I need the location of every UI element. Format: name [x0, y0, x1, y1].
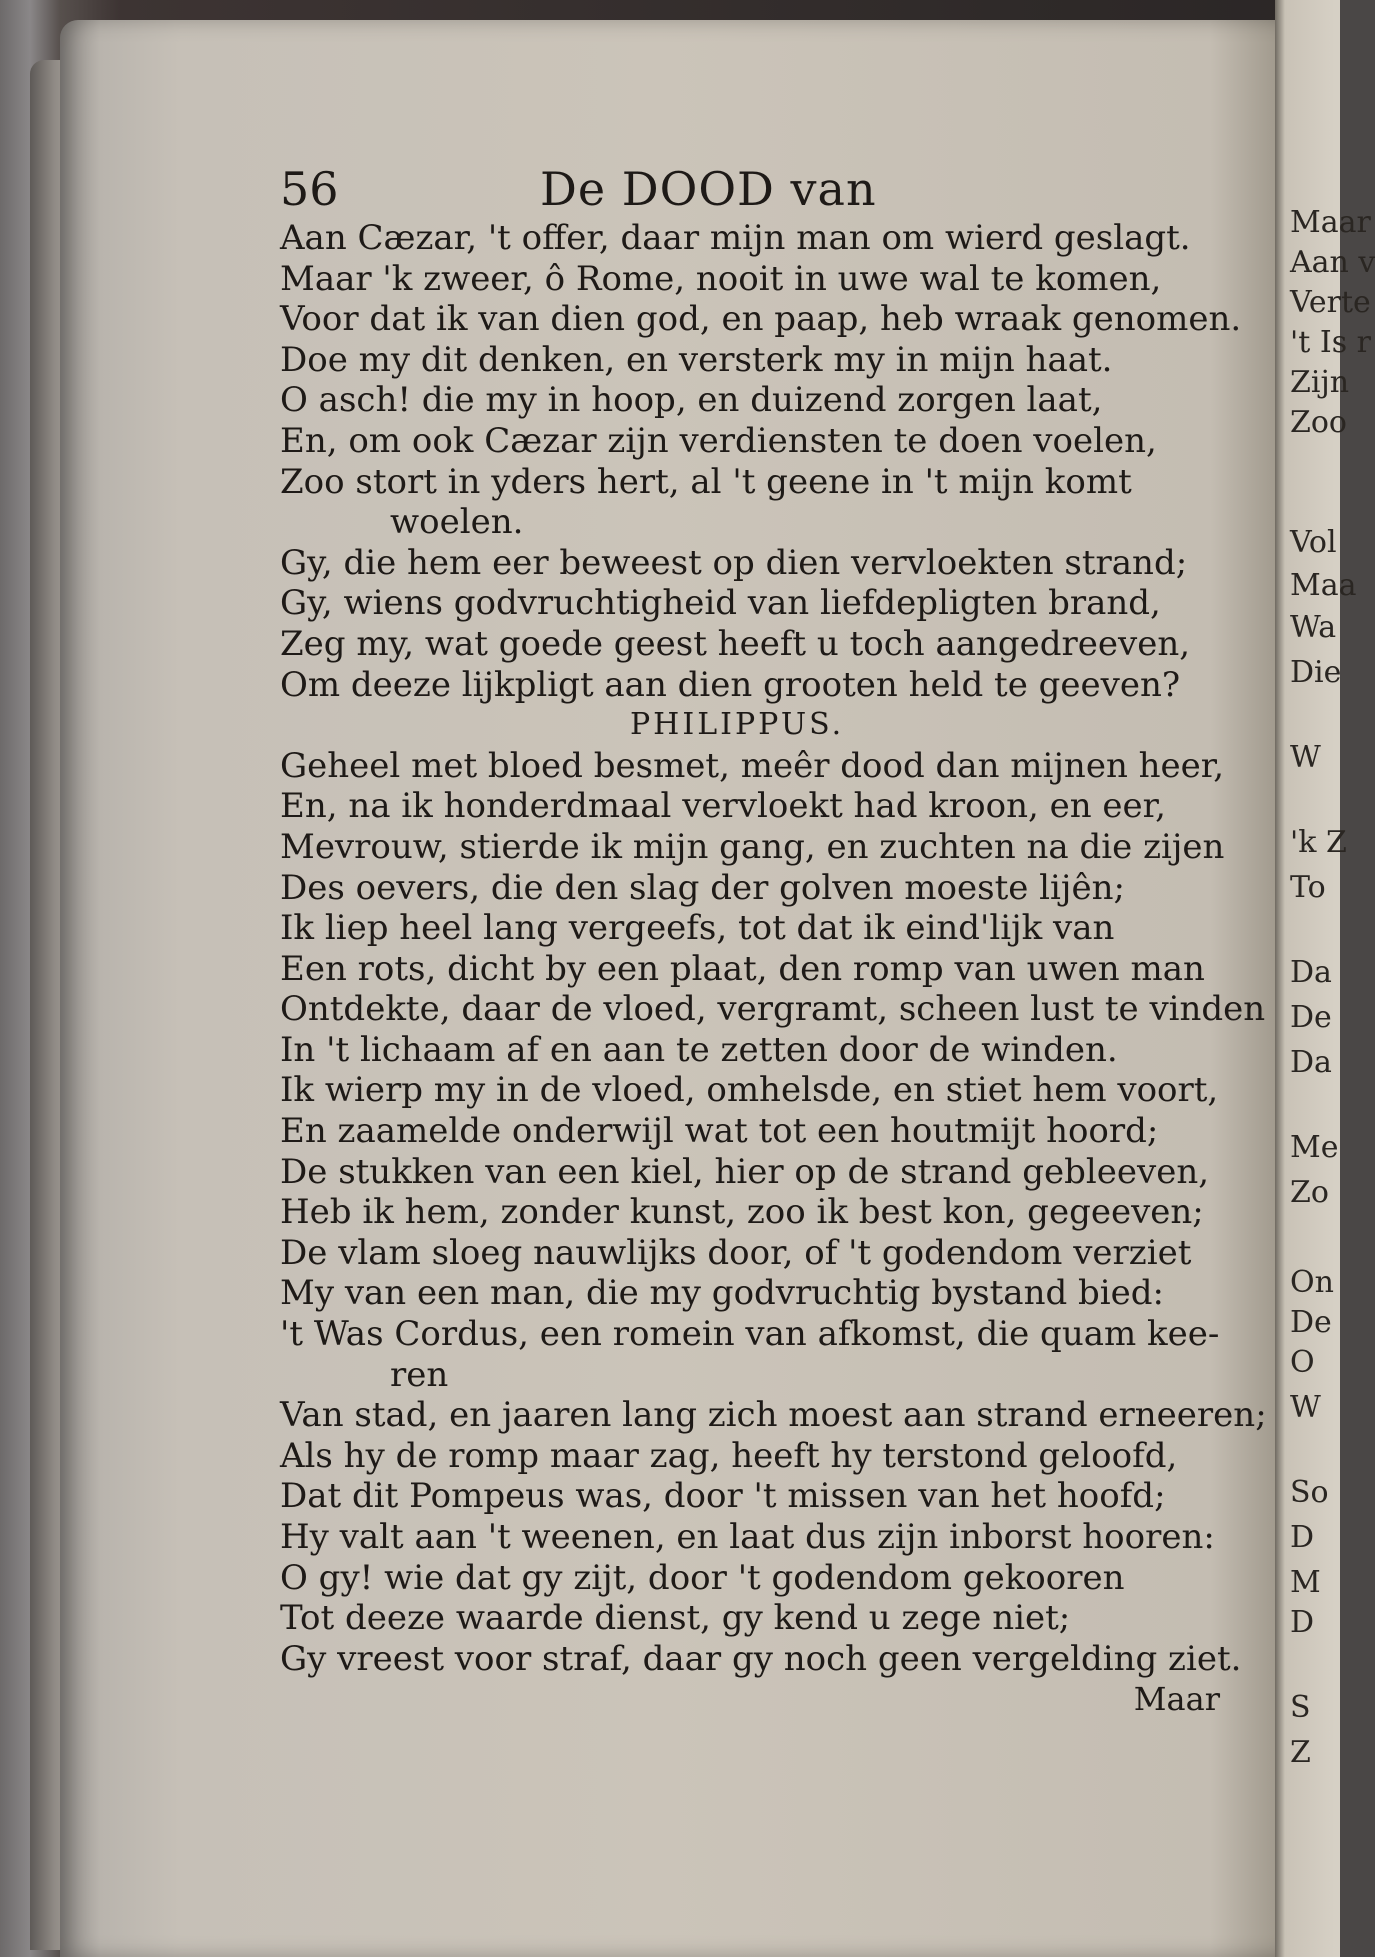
- page-number: 56: [280, 162, 339, 216]
- verse-line: Van stad, en jaaren lang zich moest aan strand erneeren;: [280, 1395, 1267, 1436]
- facing-page-fragment: M: [1290, 1565, 1321, 1600]
- verse-line-continuation: ren: [390, 1354, 449, 1395]
- facing-page-fragment: De: [1290, 1305, 1332, 1340]
- verse-line: My van een man, die my godvruchtig bystand bied:: [280, 1273, 1165, 1314]
- facing-page-fragments: [1288, 0, 1375, 1957]
- facing-page-fragment: Die: [1290, 655, 1342, 690]
- facing-page-fragment: Zoo: [1290, 405, 1347, 440]
- speaker-heading: PHILIPPUS.: [630, 707, 845, 743]
- facing-page-fragment: On: [1290, 1265, 1334, 1300]
- verse-line: Tot deeze waarde dienst, gy kend u zege niet;: [280, 1598, 1071, 1639]
- facing-page-fragment: Zo: [1290, 1175, 1329, 1210]
- facing-page-fragment: Me: [1290, 1130, 1339, 1165]
- facing-page-fragment: So: [1290, 1475, 1329, 1510]
- facing-page-fragment: Z: [1290, 1735, 1311, 1770]
- facing-page-fragment: S: [1290, 1690, 1311, 1725]
- facing-page-fragment: D: [1290, 1520, 1315, 1555]
- verse-block-1: [280, 218, 1240, 705]
- verse-line: Zoo stort in yders hert, al 't geene in 't mijn komt: [280, 461, 1132, 502]
- verse-line: Hy valt aan 't weenen, en laat dus zijn inborst hooren:: [280, 1517, 1215, 1557]
- verse-line: 't Was Cordus, een romein van afkomst, die quam kee-: [280, 1314, 1220, 1355]
- verse-line: Als hy de romp maar zag, heeft hy terstond geloofd,: [280, 1435, 1178, 1476]
- facing-page-fragment: O: [1290, 1345, 1315, 1380]
- facing-page-fragment: Maa: [1290, 568, 1357, 603]
- facing-page-fragment: D: [1290, 1605, 1315, 1640]
- page-header: [280, 160, 1240, 218]
- verse-line: Ik wierp my in de vloed, omhelsde, en stiet hem voort,: [280, 1070, 1219, 1111]
- verse-line: Om deeze lijkpligt aan dien grooten held te geeven?: [280, 664, 1181, 705]
- verse-line: Geheel met bloed besmet, meêr dood dan mijnen heer,: [280, 745, 1225, 786]
- verse-line: En, na ik honderdmaal vervloekt had kroon, en eer,: [280, 786, 1166, 827]
- running-title: De DOOD van: [540, 162, 877, 216]
- facing-page-fragment: Vol: [1290, 525, 1337, 560]
- verse-line: Doe my dit denken, en versterk my in mijn haat.: [280, 339, 1113, 380]
- verse-line: En zaamelde onderwijl wat tot een houtmijt hoord;: [280, 1111, 1159, 1152]
- verse-line: De stukken van een kiel, hier op de strand gebleeven,: [280, 1151, 1210, 1192]
- facing-page-fragment: De: [1290, 1000, 1332, 1035]
- facing-page-fragment: To: [1290, 870, 1326, 905]
- verse-line: Zeg my, wat goede geest heeft u toch aangedreeven,: [280, 623, 1191, 664]
- verse-line: Dat dit Pompeus was, door 't missen van het hoofd;: [280, 1476, 1166, 1517]
- verse-line: Des oevers, die den slag der golven moeste lijên;: [280, 867, 1125, 908]
- verse-line: Ik liep heel lang vergeefs, tot dat ik eind'lijk van: [280, 908, 1115, 949]
- verse-line: Voor dat ik van dien god, en paap, heb wraak genomen.: [280, 299, 1242, 340]
- facing-page-fragment: Wa: [1290, 610, 1337, 645]
- facing-page-fragment: Verte: [1290, 285, 1371, 320]
- verse-line: Ontdekte, daar de vloed, vergramt, scheen lust te vinden: [280, 989, 1266, 1030]
- verse-line: En, om ook Cæzar zijn verdiensten te doen voelen,: [280, 420, 1157, 461]
- facing-page-fragment: W: [1290, 740, 1321, 775]
- facing-page-fragment: Maar: [1290, 205, 1371, 240]
- verse-line: Een rots, dicht by een plaat, den romp van uwen man: [280, 948, 1205, 989]
- verse-block-2: [280, 745, 1267, 1680]
- facing-page-fragment: Da: [1290, 1045, 1332, 1080]
- page-text-block: [280, 160, 1267, 1719]
- facing-page-fragment: 'k Z: [1290, 825, 1347, 860]
- verse-line: De vlam sloeg nauwlijks door, of 't godendom verziet: [280, 1232, 1192, 1273]
- verse-line: Gy, wiens godvruchtigheid van liefdepligten brand,: [280, 583, 1161, 624]
- verse-line: In 't lichaam af en aan te zetten door de winden.: [280, 1029, 1118, 1070]
- facing-page-fragment: W: [1290, 1390, 1321, 1425]
- verse-line-continuation: woelen.: [390, 502, 524, 543]
- facing-page-fragment: Da: [1290, 955, 1332, 990]
- verse-line: O asch! die my in hoop, en duizend zorgen laat,: [280, 380, 1103, 421]
- facing-page-fragment: Aan v: [1290, 245, 1375, 280]
- catchword: Maar: [1133, 1680, 1220, 1719]
- verse-line: O gy! wie dat gy zijt, door 't godendom gekooren: [280, 1557, 1125, 1598]
- verse-line: Aan Cæzar, 't offer, daar mijn man om wierd geslagt.: [280, 218, 1191, 258]
- verse-line: Maar 'k zweer, ô Rome, nooit in uwe wal te komen,: [280, 258, 1162, 299]
- verse-line: Gy, die hem eer beweest op dien vervloekten strand;: [280, 542, 1188, 583]
- facing-page-fragment: 't Is r: [1290, 325, 1371, 360]
- verse-line: Gy vreest voor straf, daar gy noch geen vergelding ziet.: [280, 1638, 1242, 1679]
- verse-line: Heb ik hem, zonder kunst, zoo ik best kon, gegeeven;: [280, 1192, 1204, 1233]
- facing-page-fragment: Zijn: [1290, 365, 1350, 400]
- verse-line: Mevrouw, stierde ik mijn gang, en zuchten na die zijen: [280, 826, 1225, 867]
